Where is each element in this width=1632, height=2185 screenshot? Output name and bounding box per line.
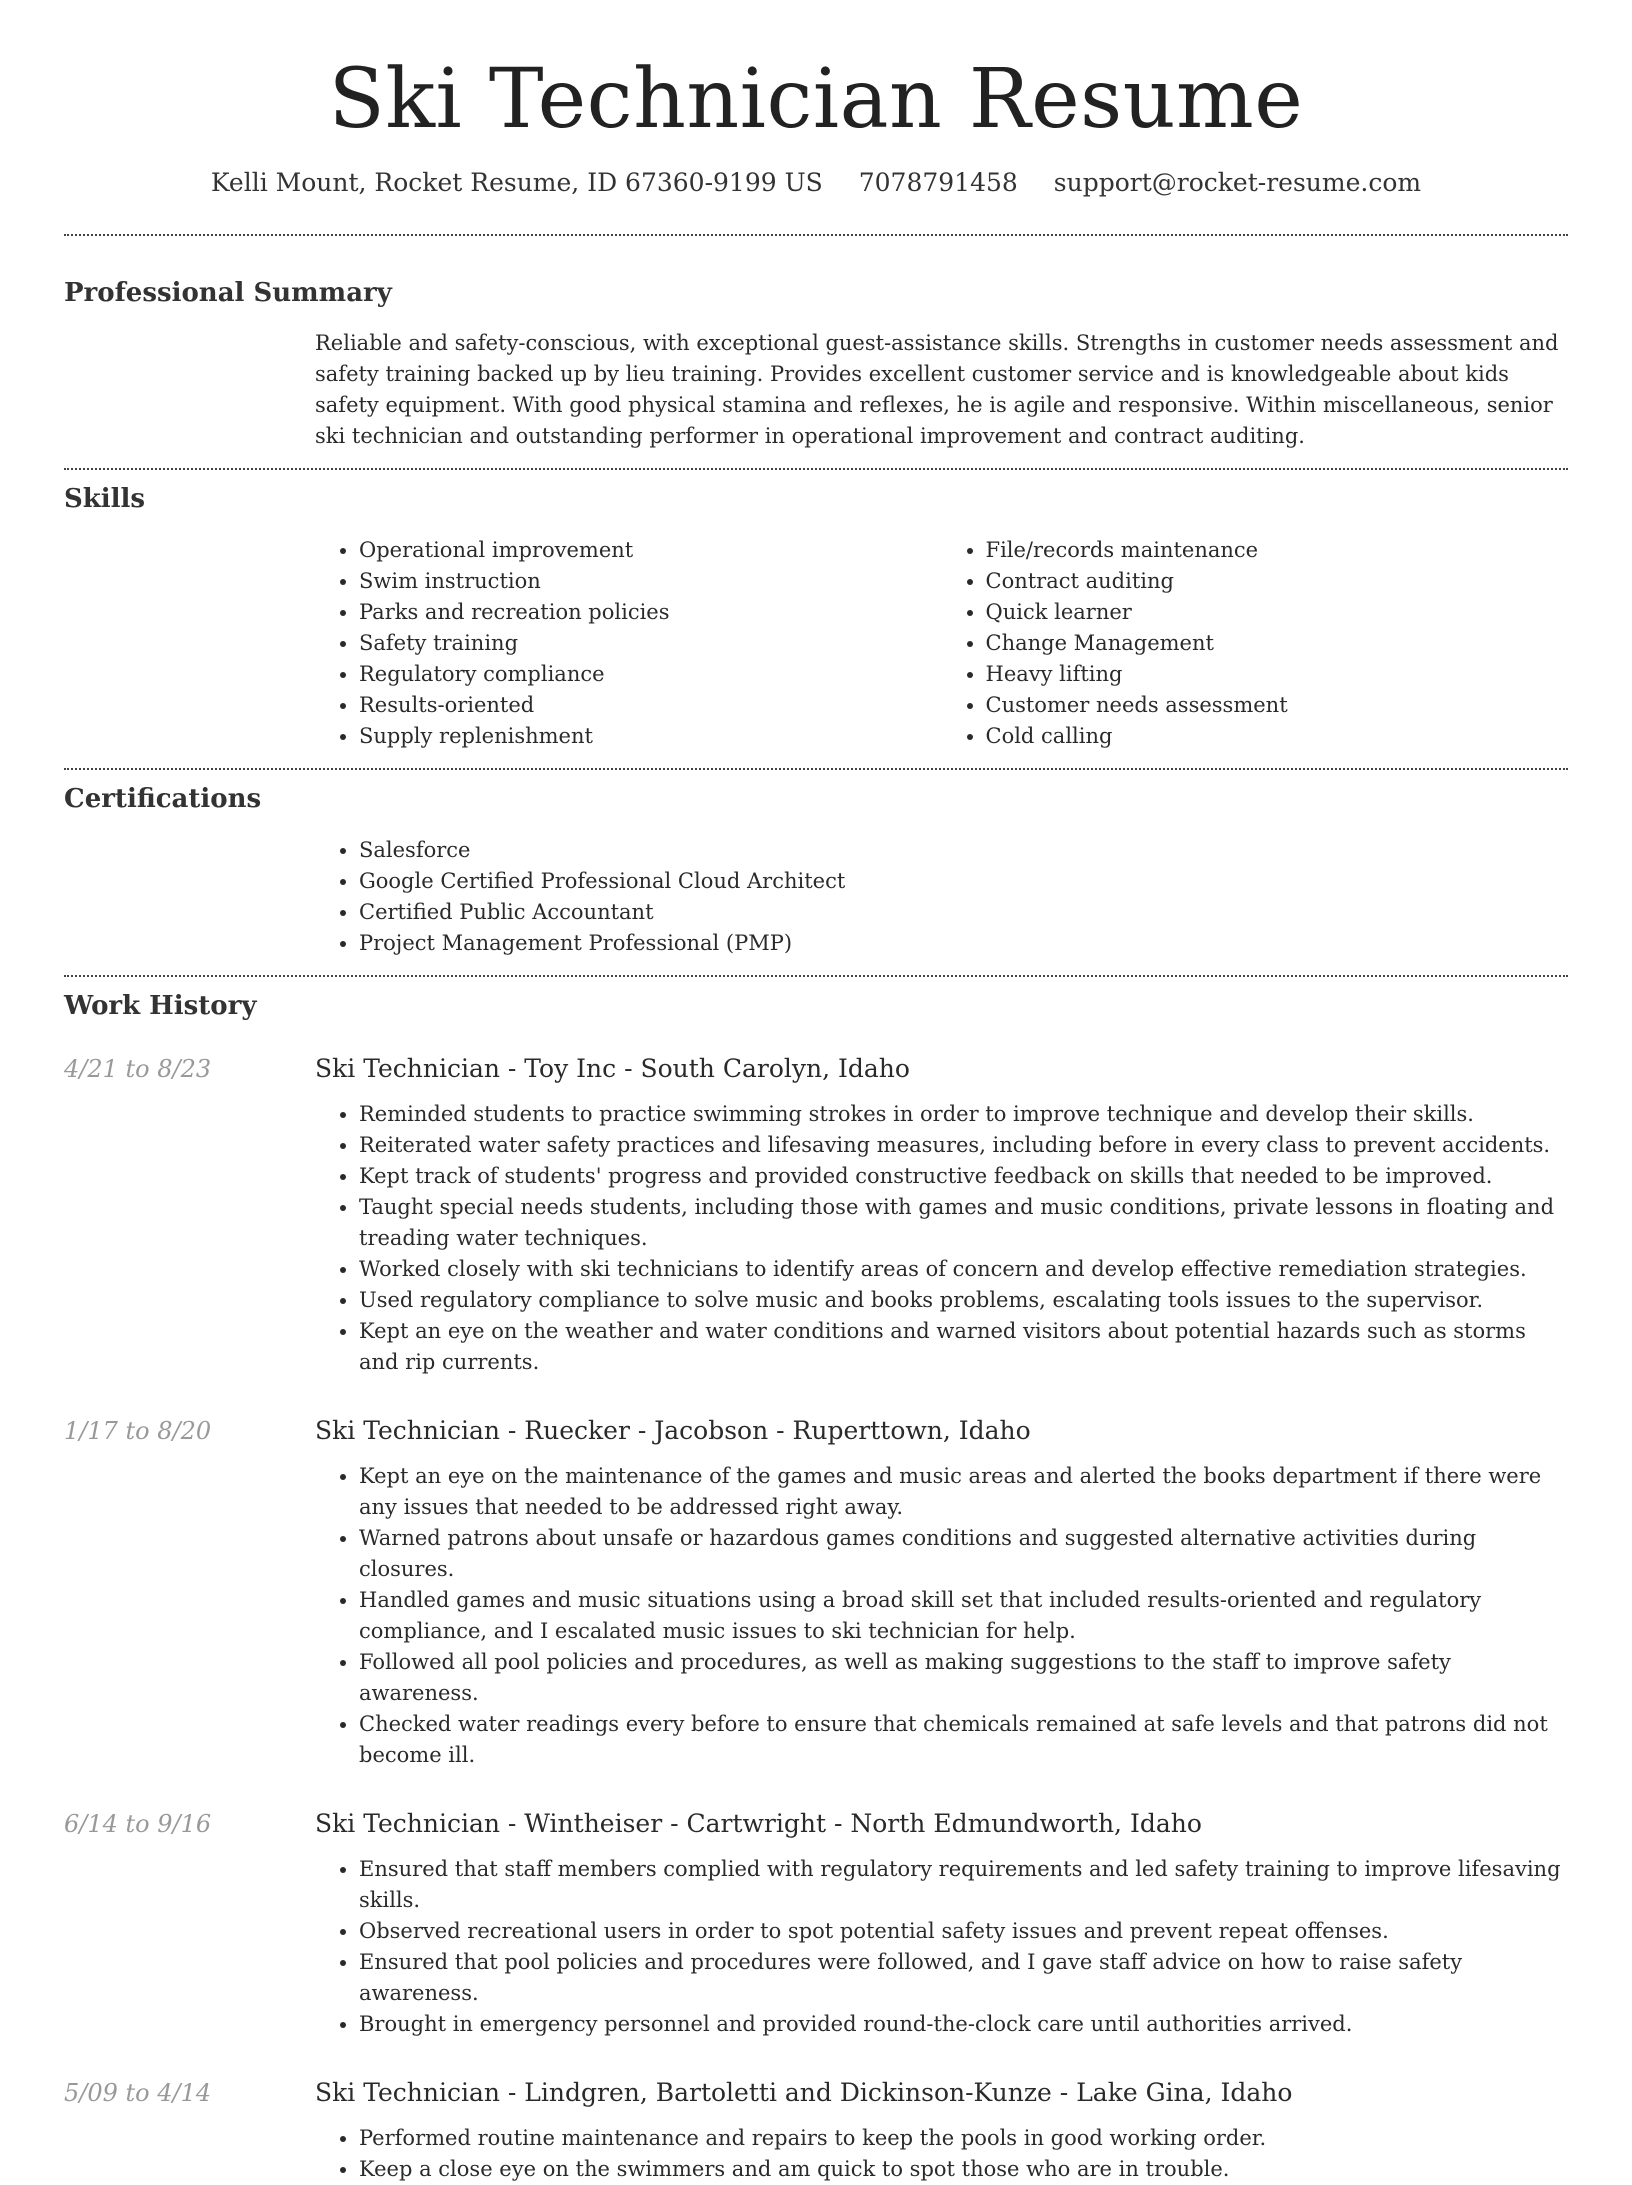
list-item: • Project Management Professional (PMP) [359,928,1568,959]
section-divider [64,975,1568,977]
resume-page [64,0,1568,2185]
list-item: • Certified Public Accountant [359,897,1568,928]
work-section [64,989,1568,2185]
list-item: • Cold calling [986,721,1569,752]
list-item: • Regulatory compliance [359,659,942,690]
list-item: • Reiterated water safety practices and lifesaving measures, including before in every class to prevent accidents. [359,1130,1568,1161]
job-dates: 5/09 to 4/14 [64,2079,212,2107]
list-item: • Handled games and music situations using a broad skill set that included results-oriented and regulatory compliance, and I escalated music issues to ski technician for help. [359,1585,1568,1647]
job-dates: 1/17 to 8/20 [64,1417,212,1445]
skills-section [64,482,1568,752]
list-item: • Salesforce [359,835,1568,866]
list-item: • Heavy lifting [986,659,1569,690]
header-divider [64,234,1568,236]
section-divider [64,468,1568,470]
list-item: • Customer needs assessment [986,690,1569,721]
job-title: Ski Technician - Wintheiser - Cartwright - North Edmundworth, Idaho [315,1809,1202,1838]
job-title: Ski Technician - Toy Inc - South Carolyn, Idaho [315,1054,910,1083]
list-item: • Parks and recreation policies [359,597,942,628]
list-item: • Results-oriented [359,690,942,721]
list-item: • Followed all pool policies and procedures, as well as making suggestions to the staff to improve safety awareness. [359,1647,1568,1709]
job-entry [64,1414,1568,1771]
list-item: • Ensured that pool policies and procedures were followed, and I gave staff advice on how to raise safety awareness. [359,1947,1568,2009]
job-bullets [315,1461,1568,1771]
skills-left-list [315,535,942,752]
list-item: • Google Certified Professional Cloud Architect [359,866,1568,897]
page-title: Ski Technician Resume [328,52,1304,147]
list-item: • Worked closely with ski technicians to identify areas of concern and develop effective remediation strategies. [359,1254,1568,1285]
list-item: • Checked water readings every before to ensure that chemicals remained at safe levels and that patrons did not become ill. [359,1709,1568,1771]
certifications-list [315,835,1568,959]
list-item: • Kept an eye on the weather and water conditions and warned visitors about potential hazards such as storms and rip currents. [359,1316,1568,1378]
job-bullets [315,1854,1568,2040]
list-item: • Change Management [986,628,1569,659]
skills-heading: Skills [64,484,146,514]
contact-phone: 7078791458 [858,168,1018,197]
job-bullets [315,2123,1568,2185]
job-entry [64,1052,1568,1378]
contact-email: support@rocket-resume.com [1053,168,1422,197]
list-item: • Performed routine maintenance and repairs to keep the pools in good working order. [359,2123,1568,2154]
contact-address: Kelli Mount, Rocket Resume, ID 67360-9199 US [210,168,823,197]
list-item: • Kept an eye on the maintenance of the games and music areas and alerted the books department if there were any issues that needed to be addressed right away. [359,1461,1568,1523]
section-divider [64,768,1568,770]
list-item: • Warned patrons about unsafe or hazardous games conditions and suggested alternative activities during closures. [359,1523,1568,1585]
list-item: • Quick learner [986,597,1569,628]
list-item: • File/records maintenance [986,535,1569,566]
summary-heading: Professional Summary [64,278,392,308]
skills-columns [315,535,1568,752]
certifications-list-wrap [315,835,1568,959]
list-item: • Brought in emergency personnel and provided round-the-clock care until authorities arrived. [359,2009,1568,2040]
list-item: • Swim instruction [359,566,942,597]
certifications-section [64,782,1568,959]
job-dates: 6/14 to 9/16 [64,1810,212,1838]
list-item: • Reminded students to practice swimming strokes in order to improve technique and develop their skills. [359,1099,1568,1130]
contact-line [64,166,1568,200]
list-item: • Used regulatory compliance to solve music and books problems, escalating tools issues to the supervisor. [359,1285,1568,1316]
list-item: • Kept track of students' progress and provided constructive feedback on skills that needed to be improved. [359,1161,1568,1192]
summary-section [64,276,1568,452]
list-item: • Observed recreational users in order to spot potential safety issues and prevent repeat offenses. [359,1916,1568,1947]
list-item: • Keep a close eye on the swimmers and am quick to spot those who are in trouble. [359,2154,1568,2185]
job-entry [64,2076,1568,2185]
list-item: • Taught special needs students, including those with games and music conditions, private lessons in floating and treading water techniques. [359,1192,1568,1254]
job-dates: 4/21 to 8/23 [64,1055,212,1083]
work-heading: Work History [64,991,257,1021]
list-item: • Ensured that staff members complied with regulatory requirements and led safety training to improve lifesaving skills. [359,1854,1568,1916]
skills-right-list [942,535,1569,752]
job-bullets [315,1099,1568,1378]
list-item: • Contract auditing [986,566,1569,597]
job-entry [64,1807,1568,2040]
certifications-heading: Certifications [64,784,262,814]
job-title: Ski Technician - Lindgren, Bartoletti and Dickinson-Kunze - Lake Gina, Idaho [315,2078,1293,2107]
list-item: • Operational improvement [359,535,942,566]
summary-text: Reliable and safety-conscious, with exceptional guest-assistance skills. Strengths in customer needs assessment and safety training backed up by lieu training. Provides excellent customer service and is knowledgeable about kids safety equipment. With good physical stamina and reflexes, he is agile and responsive. Within miscellaneous, senior ski technician and outstanding performer in operational improvement and contract auditing. [315,331,1559,448]
list-item: • Supply replenishment [359,721,942,752]
list-item: • Safety training [359,628,942,659]
job-title: Ski Technician - Ruecker - Jacobson - Ruperttown, Idaho [315,1416,1031,1445]
